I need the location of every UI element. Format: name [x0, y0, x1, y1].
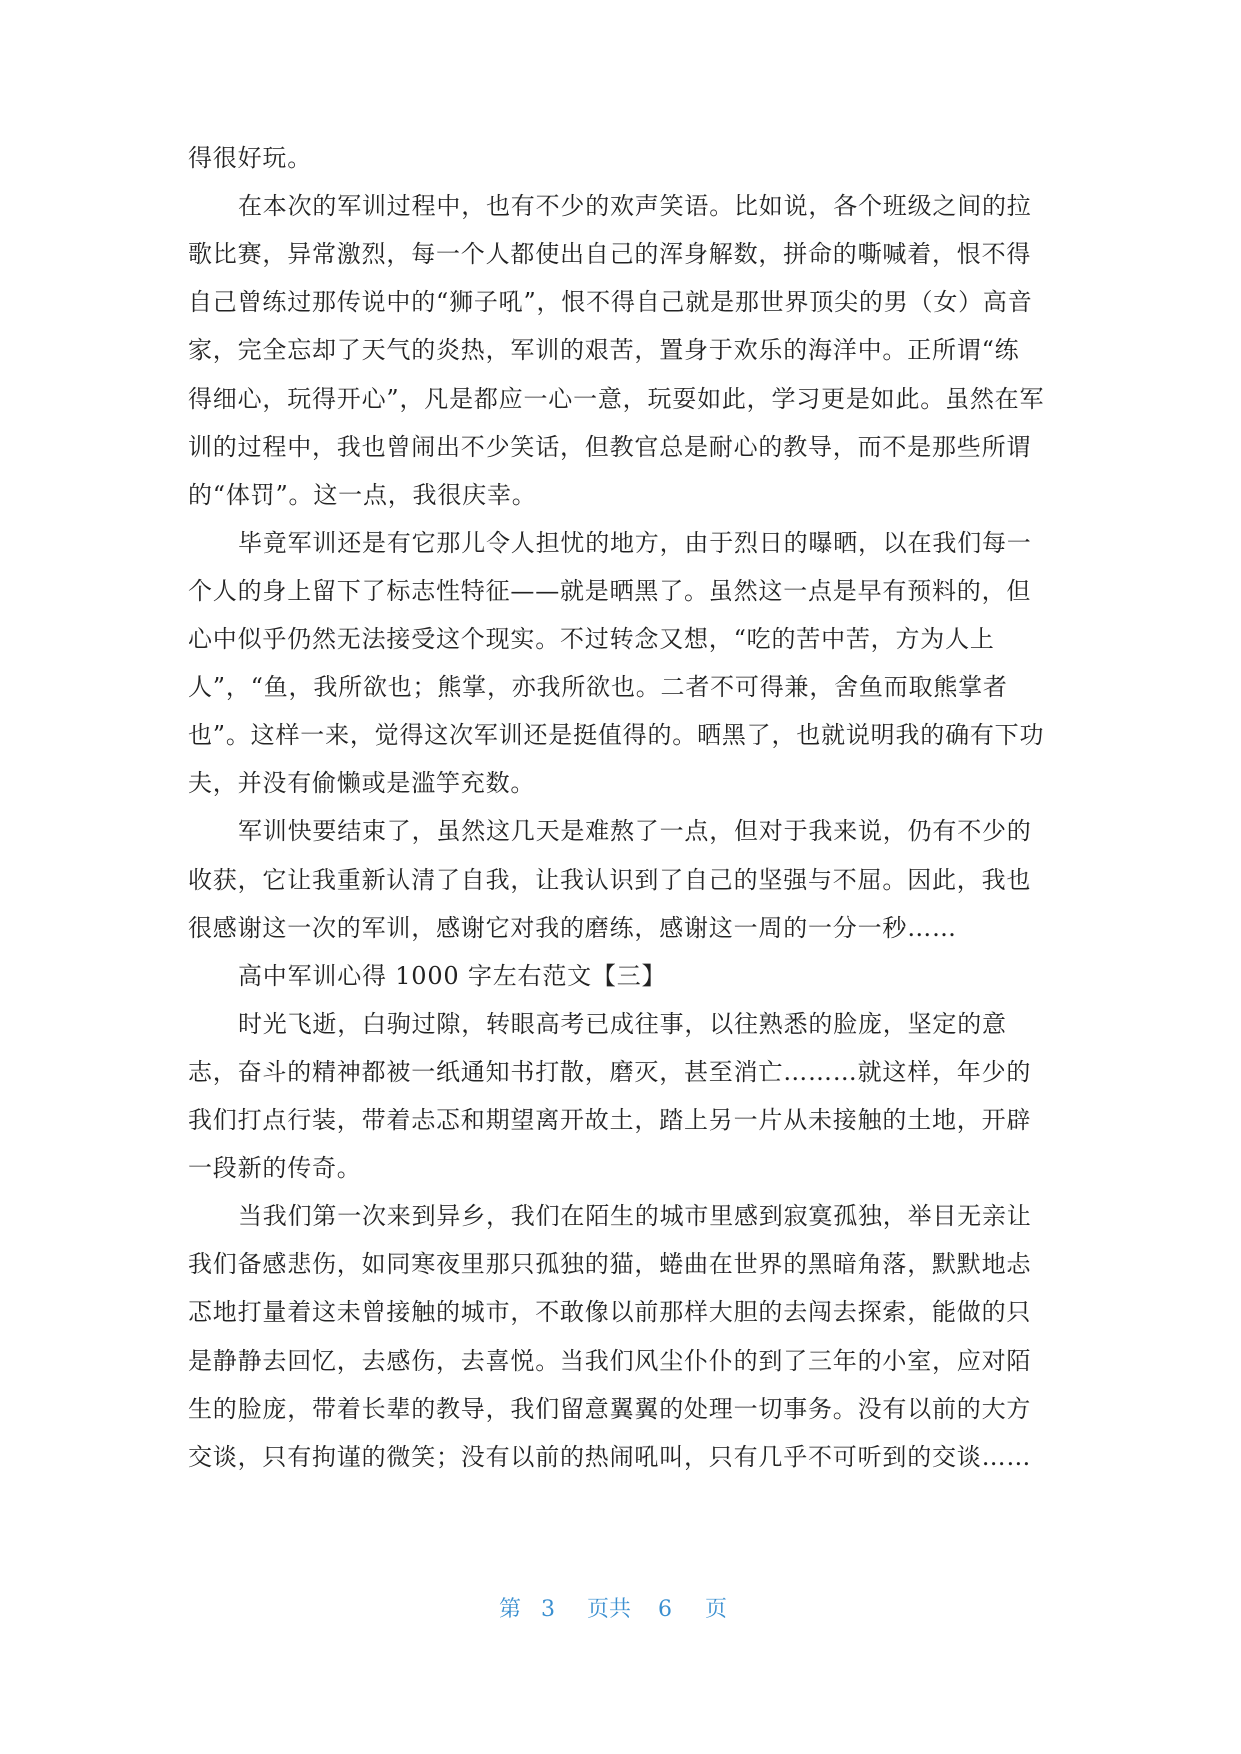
text-line-content: 时光飞逝，白驹过隙，转眼高考已成往事，以往熟悉的脸庞，坚定的意	[238, 1010, 1007, 1038]
page-prefix: 第	[499, 1597, 522, 1622]
text-line	[0, 278, 1241, 326]
text-line-content: 也”。这样一来，觉得这次军训还是挺值得的。晒黑了，也就说明我的确有下功	[188, 721, 1045, 749]
text-line	[0, 423, 1241, 471]
text-line	[0, 1240, 1241, 1288]
text-line-content: 是静静去回忆，去感伤，去喜悦。当我们风尘仆仆的到了三年的小室，应对陌	[188, 1347, 1032, 1375]
text-line	[0, 326, 1241, 374]
page-suffix: 页	[705, 1597, 728, 1622]
text-line-content: 我们备感悲伤，如同寒夜里那只孤独的猫，蜷曲在世界的黑暗角落，默默地忐	[188, 1250, 1032, 1278]
page-footer	[0, 1595, 1241, 1625]
total-pages-number: 6	[658, 1597, 672, 1622]
text-line	[0, 807, 1241, 855]
current-page-number: 3	[541, 1597, 555, 1622]
text-line	[0, 904, 1241, 952]
text-line-content: 家，完全忘却了天气的炎热，军训的艰苦，置身于欢乐的海洋中。正所谓“练	[188, 336, 1020, 364]
text-line-content: 自己曾练过那传说中的“狮子吼”，恨不得自己就是那世界顶尖的男（女）高音	[188, 288, 1033, 316]
text-line	[0, 1096, 1241, 1144]
text-line	[0, 1192, 1241, 1240]
text-line-content: 当我们第一次来到异乡，我们在陌生的城市里感到寂寞孤独，举目无亲让	[238, 1202, 1032, 1230]
page-middle: 页共	[587, 1597, 632, 1622]
text-line	[0, 759, 1241, 807]
text-line-content: 毕竟军训还是有它那儿令人担忧的地方，由于烈日的曝晒，以在我们每一	[238, 529, 1032, 557]
text-line-content: 军训快要结束了，虽然这几天是难熬了一点，但对于我来说，仍有不少的	[238, 817, 1032, 845]
text-line-content: 夫，并没有偷懒或是滥竽充数。	[188, 769, 536, 797]
text-line	[0, 1144, 1241, 1192]
text-line-content: 志，奋斗的精神都被一纸通知书打散，磨灭，甚至消亡………就这样，年少的	[188, 1058, 1032, 1086]
text-line-content: 收获，它让我重新认清了自我，让我认识到了自己的坚强与不屈。因此，我也	[188, 866, 1032, 894]
text-line	[0, 856, 1241, 904]
text-line-content: 很感谢这一次的军训，感谢它对我的磨练，感谢这一周的一分一秒……	[188, 914, 957, 942]
text-line-content: 我们打点行装，带着忐忑和期望离开故土，踏上另一片从未接触的土地，开辟	[188, 1106, 1032, 1134]
text-line	[0, 1000, 1241, 1048]
text-line-content: 一段新的传奇。	[188, 1154, 362, 1182]
text-line	[0, 182, 1241, 230]
text-line	[0, 1385, 1241, 1433]
text-line-content: 心中似乎仍然无法接受这个现实。不过转念又想，“吃的苦中苦，方为人上	[188, 625, 995, 653]
text-line-content: 高中军训心得 1000 字左右范文【三】	[238, 962, 667, 990]
text-line	[0, 615, 1241, 663]
text-line-content: 的“体罚”。这一点，我很庆幸。	[188, 481, 537, 509]
text-line-content: 生的脸庞，带着长辈的教导，我们留意翼翼的处理一切事务。没有以前的大方	[188, 1395, 1032, 1423]
text-line-content: 交谈，只有拘谨的微笑；没有以前的热闹吼叫，只有几乎不可听到的交谈……	[188, 1443, 1032, 1471]
text-line-content: 在本次的军训过程中，也有不少的欢声笑语。比如说，各个班级之间的拉	[238, 192, 1032, 220]
text-line-content: 得细心，玩得开心”，凡是都应一心一意，玩耍如此，学习更是如此。虽然在军	[188, 385, 1045, 413]
text-line-content: 个人的身上留下了标志性特征——就是晒黑了。虽然这一点是早有预料的，但	[188, 577, 1032, 605]
text-line	[0, 1288, 1241, 1336]
text-line	[0, 1337, 1241, 1385]
text-line	[0, 134, 1241, 182]
text-line	[0, 711, 1241, 759]
text-line	[0, 1433, 1241, 1481]
text-line	[0, 230, 1241, 278]
text-line	[0, 1048, 1241, 1096]
text-line	[0, 567, 1241, 615]
text-line-content: 得很好玩。	[188, 144, 312, 172]
text-line-content: 忑地打量着这未曾接触的城市，不敢像以前那样大胆的去闯去探索，能做的只	[188, 1298, 1032, 1326]
text-line	[0, 471, 1241, 519]
text-line-content: 歌比赛，异常激烈，每一个人都使出自己的浑身解数，拼命的嘶喊着，恨不得	[188, 240, 1032, 268]
text-line	[0, 663, 1241, 711]
text-line-content: 人”，“鱼，我所欲也；熊掌，亦我所欲也。二者不可得兼，舍鱼而取熊掌者	[188, 673, 1008, 701]
text-line-content: 训的过程中，我也曾闹出不少笑话，但教官总是耐心的教导，而不是那些所谓	[188, 433, 1032, 461]
text-line	[0, 375, 1241, 423]
section-heading	[0, 952, 1241, 1000]
text-line	[0, 519, 1241, 567]
